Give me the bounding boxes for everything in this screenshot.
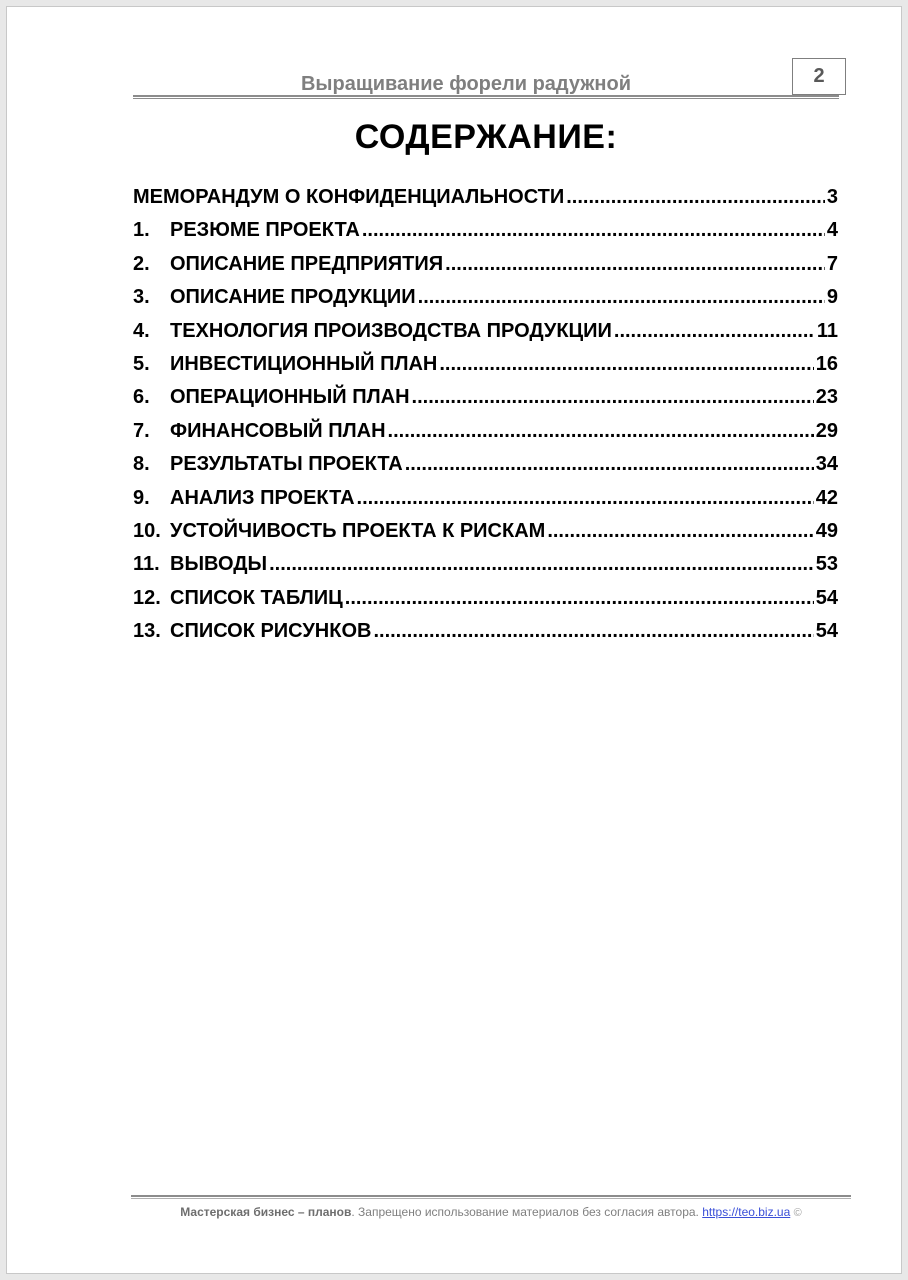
page-footer	[131, 1205, 851, 1219]
toc-entry[interactable]	[133, 353, 838, 386]
toc-entry-number: 1.	[133, 219, 150, 242]
toc-entry-page: 29	[815, 419, 838, 442]
toc-entry-title: ОПИСАНИЕ ПРЕДПРИЯТИЯ	[170, 252, 444, 275]
footer-rule	[131, 1195, 851, 1199]
toc-entry-number: 4.	[133, 319, 150, 342]
toc-entry[interactable]	[133, 420, 838, 453]
toc-entry[interactable]	[133, 219, 838, 252]
toc-entry-title: РЕЗЮМЕ ПРОЕКТА	[170, 219, 360, 242]
toc-entry-number: 3.	[133, 286, 150, 309]
running-header-title: Выращивание форели радужной	[300, 73, 631, 95]
toc-dot-leader	[345, 587, 814, 610]
footer-notice: . Запрещено использование материалов без согласия автора.	[351, 1205, 703, 1219]
toc-entry-title: ИНВЕСТИЦИОННЫЙ ПЛАН	[170, 352, 438, 375]
toc-entry-number: 5.	[133, 352, 150, 375]
toc-entry-number: 12.	[133, 586, 161, 609]
copyright-icon: ©	[793, 1207, 802, 1219]
toc-dot-leader	[405, 453, 814, 476]
toc-dot-leader	[373, 620, 813, 643]
toc-entry[interactable]	[133, 520, 838, 553]
toc-dot-leader	[412, 386, 814, 409]
toc-dot-leader	[388, 420, 814, 443]
page-number: 2	[813, 65, 825, 87]
toc-entry-page: 16	[815, 352, 838, 375]
toc-entry[interactable]	[133, 553, 838, 586]
toc-entry-page: 42	[815, 486, 838, 509]
toc-entry-page: 54	[815, 620, 838, 643]
toc-entry-page: 3	[826, 186, 838, 208]
toc-entry-title: ОПЕРАЦИОННЫЙ ПЛАН	[170, 386, 410, 409]
toc-entry[interactable]	[133, 286, 838, 319]
toc-entry-title: ФИНАНСОВЫЙ ПЛАН	[170, 419, 386, 442]
toc-entry-title: АНАЛИЗ ПРОЕКТА	[170, 486, 355, 509]
toc-entry-page: 23	[815, 386, 838, 409]
toc-dot-leader	[566, 186, 825, 209]
toc-heading: СОДЕРЖАНИЕ:	[354, 118, 618, 156]
toc-entry-number: 8.	[133, 453, 150, 476]
toc-entry-page: 11	[816, 319, 838, 342]
toc-entry-page: 9	[826, 286, 838, 309]
toc-entry-page: 53	[815, 553, 838, 576]
toc-entry[interactable]	[133, 386, 838, 419]
toc-entry[interactable]	[133, 620, 838, 653]
toc-dot-leader	[269, 553, 814, 576]
toc-entry[interactable]	[133, 186, 838, 219]
header-rule	[133, 95, 839, 99]
table-of-contents	[133, 186, 838, 653]
toc-entry-number: 13.	[133, 620, 161, 643]
toc-dot-leader	[418, 286, 825, 309]
toc-entry-title: СПИСОК РИСУНКОВ	[170, 620, 372, 643]
toc-entry-title: ВЫВОДЫ	[170, 553, 268, 576]
toc-dot-leader	[547, 520, 813, 543]
toc-entry-page: 54	[815, 586, 838, 609]
toc-entry-number: 6.	[133, 386, 150, 409]
toc-dot-leader	[357, 487, 814, 510]
toc-entry-title: ОПИСАНИЕ ПРОДУКЦИИ	[170, 286, 416, 309]
footer-brand: Мастерская бизнес – планов	[180, 1205, 352, 1219]
toc-entry-number: 11.	[133, 553, 160, 576]
toc-entry-title: СПИСОК ТАБЛИЦ	[170, 586, 343, 609]
toc-entry-page: 49	[815, 519, 838, 542]
toc-entry-page: 7	[826, 252, 838, 275]
toc-entry-number: 7.	[133, 419, 150, 442]
toc-entry-number: 9.	[133, 486, 150, 509]
toc-dot-leader	[614, 320, 815, 343]
toc-entry[interactable]	[133, 487, 838, 520]
toc-entry-title: РЕЗУЛЬТАТЫ ПРОЕКТА	[170, 453, 403, 476]
toc-entry[interactable]	[133, 320, 838, 353]
toc-dot-leader	[362, 219, 825, 242]
toc-entry-title: УСТОЙЧИВОСТЬ ПРОЕКТА К РИСКАМ	[170, 519, 546, 542]
toc-entry-title: МЕМОРАНДУМ О КОНФИДЕНЦИАЛЬНОСТИ	[133, 186, 565, 208]
toc-entry[interactable]	[133, 587, 838, 620]
toc-entry-title: ТЕХНОЛОГИЯ ПРОИЗВОДСТВА ПРОДУКЦИИ	[170, 319, 612, 342]
toc-entry-page: 4	[826, 219, 838, 242]
page-number-box	[792, 58, 846, 95]
toc-entry[interactable]	[133, 253, 838, 286]
toc-entry[interactable]	[133, 453, 838, 486]
toc-entry-number: 10.	[133, 519, 161, 542]
toc-entry-number: 2.	[133, 252, 150, 275]
footer-link[interactable]: https://teo.biz.ua	[702, 1205, 791, 1219]
toc-dot-leader	[439, 353, 813, 376]
toc-entry-page: 34	[815, 453, 838, 476]
toc-dot-leader	[445, 253, 825, 276]
